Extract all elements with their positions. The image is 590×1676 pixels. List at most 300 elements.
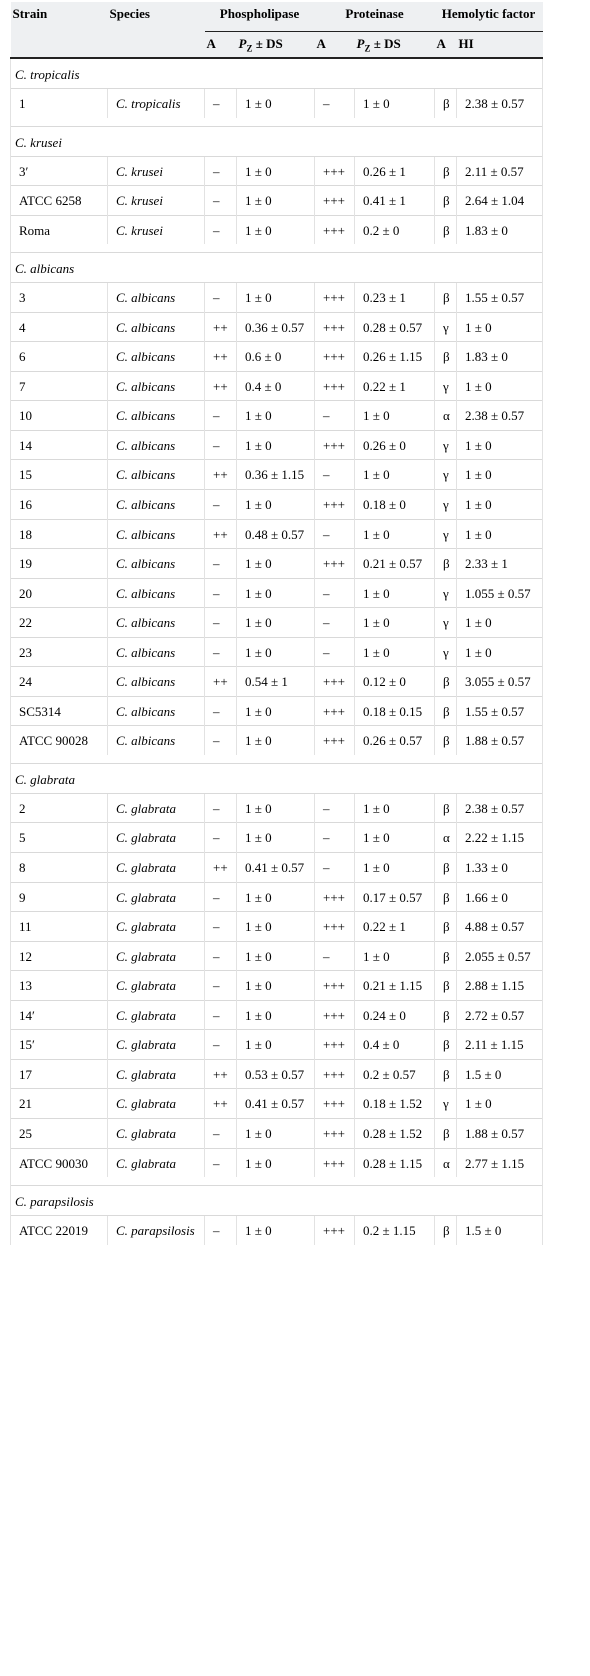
hemolytic-index-cell: 2.11 ± 1.15 (457, 1030, 543, 1060)
header-hemolytic-a: A (435, 32, 457, 59)
hemolytic-index-cell: 1 ± 0 (457, 430, 543, 460)
table-row (11, 89, 543, 118)
table-row (11, 726, 543, 755)
hemolysis-type-cell: β (435, 1030, 457, 1060)
table-row (11, 1089, 543, 1119)
proteinase-pz-cell: 0.2 ± 1.15 (355, 1216, 435, 1245)
proteinase-activity-cell: +++ (315, 971, 355, 1001)
hemolytic-index-cell: 1 ± 0 (457, 312, 543, 342)
table-row (11, 1059, 543, 1089)
hemolytic-index-cell: 1.55 ± 0.57 (457, 283, 543, 313)
section-title: C. parapsilosis (11, 1186, 543, 1216)
table-row (11, 637, 543, 667)
proteinase-activity-cell: +++ (315, 283, 355, 313)
proteinase-pz-cell: 1 ± 0 (355, 941, 435, 971)
phospholipase-activity-cell: – (205, 215, 237, 244)
phospholipase-activity-cell: ++ (205, 519, 237, 549)
phospholipase-pz-cell: 1 ± 0 (237, 215, 315, 244)
species-cell: C. albicans (108, 637, 205, 667)
hemolysis-type-cell: γ (435, 578, 457, 608)
header-strain: Strain (11, 2, 108, 32)
phospholipase-activity-cell: ++ (205, 853, 237, 883)
proteinase-pz-cell: 0.22 ± 1 (355, 371, 435, 401)
hemolysis-type-cell: β (435, 1059, 457, 1089)
phospholipase-pz-cell: 1 ± 0 (237, 1030, 315, 1060)
table-row (11, 823, 543, 853)
header-proteinase-a: A (315, 32, 355, 59)
hemolytic-index-cell: 1.83 ± 0 (457, 342, 543, 372)
table-row (11, 971, 543, 1001)
spacer-cell (11, 755, 543, 764)
phospholipase-pz-cell: 1 ± 0 (237, 1216, 315, 1245)
hemolytic-index-cell: 1.055 ± 0.57 (457, 578, 543, 608)
species-cell: C. glabrata (108, 941, 205, 971)
proteinase-activity-cell: +++ (315, 186, 355, 216)
table-row (11, 1216, 543, 1245)
proteinase-activity-cell: – (315, 823, 355, 853)
phospholipase-pz-cell: 0.54 ± 1 (237, 667, 315, 697)
strain-cell: 15 (11, 460, 108, 490)
phospholipase-pz-cell: 1 ± 0 (237, 941, 315, 971)
section-title: C. glabrata (11, 763, 543, 793)
phospholipase-activity-cell: – (205, 793, 237, 823)
hemolysis-type-cell: β (435, 1000, 457, 1030)
hemolysis-type-cell: γ (435, 1089, 457, 1119)
proteinase-pz-cell: 0.2 ± 0 (355, 215, 435, 244)
table-body (11, 58, 543, 1245)
proteinase-activity-cell: +++ (315, 882, 355, 912)
phospholipase-activity-cell: – (205, 1216, 237, 1245)
hemolysis-type-cell: β (435, 215, 457, 244)
virulence-factors-table (10, 2, 543, 1245)
hemolysis-type-cell: β (435, 971, 457, 1001)
proteinase-activity-cell: – (315, 519, 355, 549)
proteinase-activity-cell: +++ (315, 912, 355, 942)
strain-cell: 19 (11, 549, 108, 579)
hemolytic-index-cell: 1.83 ± 0 (457, 215, 543, 244)
table-row (11, 1148, 543, 1177)
strain-cell: 5 (11, 823, 108, 853)
species-cell: C. krusei (108, 215, 205, 244)
species-section-header (11, 1186, 543, 1216)
hemolytic-index-cell: 2.77 ± 1.15 (457, 1148, 543, 1177)
species-section-header (11, 763, 543, 793)
hemolysis-type-cell: β (435, 726, 457, 755)
strain-cell: ATCC 90028 (11, 726, 108, 755)
hemolytic-index-cell: 1.88 ± 0.57 (457, 1118, 543, 1148)
strain-cell: 6 (11, 342, 108, 372)
strain-cell: 16 (11, 490, 108, 520)
hemolysis-type-cell: γ (435, 490, 457, 520)
phospholipase-pz-cell: 1 ± 0 (237, 637, 315, 667)
phospholipase-activity-cell: – (205, 578, 237, 608)
hemolytic-index-cell: 2.38 ± 0.57 (457, 89, 543, 118)
strain-cell: 23 (11, 637, 108, 667)
phospholipase-pz-cell: 1 ± 0 (237, 156, 315, 186)
phospholipase-pz-cell: 1 ± 0 (237, 401, 315, 431)
phospholipase-pz-cell: 1 ± 0 (237, 823, 315, 853)
proteinase-pz-cell: 1 ± 0 (355, 853, 435, 883)
proteinase-pz-cell: 0.17 ± 0.57 (355, 882, 435, 912)
hemolysis-type-cell: γ (435, 460, 457, 490)
species-cell: C. krusei (108, 186, 205, 216)
species-cell: C. glabrata (108, 1089, 205, 1119)
phospholipase-activity-cell: – (205, 549, 237, 579)
proteinase-activity-cell: +++ (315, 726, 355, 755)
phospholipase-activity-cell: ++ (205, 460, 237, 490)
hemolysis-type-cell: β (435, 186, 457, 216)
phospholipase-activity-cell: – (205, 941, 237, 971)
proteinase-activity-cell: +++ (315, 371, 355, 401)
table-row (11, 1000, 543, 1030)
strain-cell: 10 (11, 401, 108, 431)
hemolysis-type-cell: β (435, 793, 457, 823)
phospholipase-activity-cell: – (205, 490, 237, 520)
phospholipase-pz-cell: 1 ± 0 (237, 89, 315, 118)
section-spacer (11, 244, 543, 253)
proteinase-pz-cell: 0.41 ± 1 (355, 186, 435, 216)
species-cell: C. albicans (108, 312, 205, 342)
hemolytic-index-cell: 1 ± 0 (457, 490, 543, 520)
proteinase-pz-cell: 1 ± 0 (355, 823, 435, 853)
strain-cell: 3′ (11, 156, 108, 186)
hemolysis-type-cell: β (435, 882, 457, 912)
table-row (11, 371, 543, 401)
phospholipase-activity-cell: – (205, 823, 237, 853)
hemolytic-index-cell: 2.11 ± 0.57 (457, 156, 543, 186)
strain-cell: 14′ (11, 1000, 108, 1030)
table-row (11, 1030, 543, 1060)
hemolytic-index-cell: 1 ± 0 (457, 460, 543, 490)
strain-cell: 21 (11, 1089, 108, 1119)
proteinase-pz-cell: 1 ± 0 (355, 519, 435, 549)
proteinase-activity-cell: +++ (315, 1148, 355, 1177)
table-row (11, 283, 543, 313)
section-spacer (11, 118, 543, 127)
hemolytic-index-cell: 1.66 ± 0 (457, 882, 543, 912)
phospholipase-activity-cell: – (205, 726, 237, 755)
hemolytic-index-cell: 1.55 ± 0.57 (457, 696, 543, 726)
phospholipase-pz-cell: 0.41 ± 0.57 (237, 853, 315, 883)
proteinase-pz-cell: 0.2 ± 0.57 (355, 1059, 435, 1089)
phospholipase-activity-cell: – (205, 430, 237, 460)
header-phospholipase-pz: $P_Z$ ± DS (237, 32, 315, 59)
proteinase-pz-cell: 0.26 ± 1 (355, 156, 435, 186)
proteinase-pz-cell: 0.26 ± 0 (355, 430, 435, 460)
proteinase-activity-cell: +++ (315, 156, 355, 186)
proteinase-activity-cell: +++ (315, 215, 355, 244)
header-species: Species (108, 2, 205, 32)
phospholipase-activity-cell: ++ (205, 667, 237, 697)
phospholipase-pz-cell: 1 ± 0 (237, 912, 315, 942)
strain-cell: 13 (11, 971, 108, 1001)
proteinase-activity-cell: +++ (315, 430, 355, 460)
hemolytic-index-cell: 4.88 ± 0.57 (457, 912, 543, 942)
proteinase-pz-cell: 0.21 ± 1.15 (355, 971, 435, 1001)
strain-cell: 7 (11, 371, 108, 401)
phospholipase-activity-cell: – (205, 1148, 237, 1177)
phospholipase-activity-cell: – (205, 696, 237, 726)
proteinase-activity-cell: +++ (315, 1059, 355, 1089)
species-cell: C. albicans (108, 460, 205, 490)
phospholipase-pz-cell: 0.4 ± 0 (237, 371, 315, 401)
phospholipase-pz-cell: 0.36 ± 1.15 (237, 460, 315, 490)
table-row (11, 941, 543, 971)
phospholipase-pz-cell: 1 ± 0 (237, 793, 315, 823)
phospholipase-pz-cell: 1 ± 0 (237, 1000, 315, 1030)
species-cell: C. glabrata (108, 912, 205, 942)
hemolytic-index-cell: 1.88 ± 0.57 (457, 726, 543, 755)
species-cell: C. glabrata (108, 793, 205, 823)
phospholipase-activity-cell: – (205, 89, 237, 118)
phospholipase-activity-cell: – (205, 1000, 237, 1030)
phospholipase-pz-cell: 1 ± 0 (237, 549, 315, 579)
header-blank (11, 32, 108, 59)
hemolysis-type-cell: β (435, 853, 457, 883)
species-cell: C. parapsilosis (108, 1216, 205, 1245)
table-row (11, 1118, 543, 1148)
species-cell: C. albicans (108, 430, 205, 460)
table-row (11, 490, 543, 520)
species-cell: C. glabrata (108, 882, 205, 912)
hemolytic-index-cell: 1.5 ± 0 (457, 1216, 543, 1245)
header-blank (108, 32, 205, 59)
strain-cell: 2 (11, 793, 108, 823)
species-cell: C. albicans (108, 371, 205, 401)
proteinase-pz-cell: 0.18 ± 0.15 (355, 696, 435, 726)
proteinase-activity-cell: +++ (315, 1030, 355, 1060)
phospholipase-pz-cell: 1 ± 0 (237, 283, 315, 313)
table-row (11, 519, 543, 549)
phospholipase-pz-cell: 1 ± 0 (237, 430, 315, 460)
hemolysis-type-cell: γ (435, 608, 457, 638)
hemolysis-type-cell: β (435, 89, 457, 118)
hemolytic-index-cell: 1.33 ± 0 (457, 853, 543, 883)
phospholipase-pz-cell: 0.48 ± 0.57 (237, 519, 315, 549)
proteinase-pz-cell: 0.26 ± 1.15 (355, 342, 435, 372)
species-cell: C. albicans (108, 578, 205, 608)
strain-cell: 8 (11, 853, 108, 883)
hemolytic-index-cell: 2.33 ± 1 (457, 549, 543, 579)
proteinase-pz-cell: 1 ± 0 (355, 637, 435, 667)
phospholipase-pz-cell: 0.6 ± 0 (237, 342, 315, 372)
phospholipase-pz-cell: 1 ± 0 (237, 608, 315, 638)
phospholipase-activity-cell: – (205, 1118, 237, 1148)
phospholipase-activity-cell: – (205, 186, 237, 216)
species-cell: C. glabrata (108, 1030, 205, 1060)
species-section-header (11, 58, 543, 89)
strain-cell: 17 (11, 1059, 108, 1089)
phospholipase-pz-cell: 1 ± 0 (237, 1148, 315, 1177)
species-cell: C. tropicalis (108, 89, 205, 118)
proteinase-activity-cell: – (315, 401, 355, 431)
species-cell: C. glabrata (108, 1059, 205, 1089)
hemolytic-index-cell: 1.5 ± 0 (457, 1059, 543, 1089)
proteinase-activity-cell: – (315, 637, 355, 667)
phospholipase-pz-cell: 1 ± 0 (237, 1118, 315, 1148)
table-row (11, 882, 543, 912)
proteinase-pz-cell: 0.23 ± 1 (355, 283, 435, 313)
species-cell: C. albicans (108, 283, 205, 313)
proteinase-pz-cell: 0.28 ± 1.52 (355, 1118, 435, 1148)
hemolytic-index-cell: 2.22 ± 1.15 (457, 823, 543, 853)
table-row (11, 312, 543, 342)
phospholipase-pz-cell: 0.36 ± 0.57 (237, 312, 315, 342)
hemolytic-index-cell: 2.055 ± 0.57 (457, 941, 543, 971)
hemolysis-type-cell: β (435, 1118, 457, 1148)
proteinase-activity-cell: – (315, 89, 355, 118)
phospholipase-activity-cell: – (205, 156, 237, 186)
proteinase-activity-cell: – (315, 941, 355, 971)
phospholipase-activity-cell: – (205, 608, 237, 638)
hemolysis-type-cell: γ (435, 430, 457, 460)
hemolytic-index-cell: 2.64 ± 1.04 (457, 186, 543, 216)
table-row (11, 430, 543, 460)
proteinase-pz-cell: 1 ± 0 (355, 793, 435, 823)
strain-cell: ATCC 90030 (11, 1148, 108, 1177)
table-row (11, 186, 543, 216)
hemolysis-type-cell: β (435, 912, 457, 942)
proteinase-activity-cell: +++ (315, 696, 355, 726)
hemolysis-type-cell: γ (435, 519, 457, 549)
proteinase-pz-cell: 1 ± 0 (355, 608, 435, 638)
phospholipase-pz-cell: 1 ± 0 (237, 971, 315, 1001)
spacer-cell (11, 1177, 543, 1186)
species-cell: C. albicans (108, 401, 205, 431)
phospholipase-activity-cell: ++ (205, 312, 237, 342)
species-section-header (11, 253, 543, 283)
strain-cell: 15′ (11, 1030, 108, 1060)
proteinase-pz-cell: 0.12 ± 0 (355, 667, 435, 697)
proteinase-activity-cell: +++ (315, 549, 355, 579)
proteinase-activity-cell: +++ (315, 342, 355, 372)
strain-cell: ATCC 6258 (11, 186, 108, 216)
species-cell: C. albicans (108, 667, 205, 697)
proteinase-activity-cell: +++ (315, 1000, 355, 1030)
phospholipase-activity-cell: – (205, 882, 237, 912)
hemolysis-type-cell: β (435, 283, 457, 313)
strain-cell: 25 (11, 1118, 108, 1148)
header-hi: HI (457, 32, 543, 59)
species-cell: C. glabrata (108, 1148, 205, 1177)
hemolysis-type-cell: γ (435, 312, 457, 342)
hemolytic-index-cell: 1 ± 0 (457, 371, 543, 401)
phospholipase-pz-cell: 1 ± 0 (237, 186, 315, 216)
hemolysis-type-cell: α (435, 823, 457, 853)
phospholipase-pz-cell: 1 ± 0 (237, 490, 315, 520)
table-row (11, 578, 543, 608)
hemolytic-index-cell: 3.055 ± 0.57 (457, 667, 543, 697)
proteinase-activity-cell: – (315, 793, 355, 823)
species-section-header (11, 126, 543, 156)
proteinase-pz-cell: 0.26 ± 0.57 (355, 726, 435, 755)
proteinase-pz-cell: 0.18 ± 1.52 (355, 1089, 435, 1119)
hemolysis-type-cell: β (435, 941, 457, 971)
hemolytic-index-cell: 2.38 ± 0.57 (457, 401, 543, 431)
proteinase-activity-cell: +++ (315, 490, 355, 520)
strain-cell: Roma (11, 215, 108, 244)
phospholipase-activity-cell: – (205, 637, 237, 667)
table-row (11, 696, 543, 726)
section-spacer (11, 1177, 543, 1186)
species-cell: C. albicans (108, 519, 205, 549)
species-cell: C. albicans (108, 549, 205, 579)
table-row (11, 215, 543, 244)
header-phospholipase-a: A (205, 32, 237, 59)
phospholipase-activity-cell: – (205, 1030, 237, 1060)
strain-cell: 20 (11, 578, 108, 608)
hemolytic-index-cell: 1 ± 0 (457, 1089, 543, 1119)
hemolysis-type-cell: β (435, 342, 457, 372)
strain-cell: 3 (11, 283, 108, 313)
phospholipase-pz-cell: 1 ± 0 (237, 882, 315, 912)
table-row (11, 793, 543, 823)
strain-cell: 22 (11, 608, 108, 638)
section-title: C. tropicalis (11, 58, 543, 89)
hemolytic-index-cell: 1 ± 0 (457, 519, 543, 549)
phospholipase-activity-cell: – (205, 971, 237, 1001)
table-row (11, 401, 543, 431)
phospholipase-pz-cell: 0.41 ± 0.57 (237, 1089, 315, 1119)
proteinase-pz-cell: 0.4 ± 0 (355, 1030, 435, 1060)
species-cell: C. glabrata (108, 1000, 205, 1030)
proteinase-pz-cell: 0.28 ± 0.57 (355, 312, 435, 342)
species-cell: C. albicans (108, 726, 205, 755)
phospholipase-activity-cell: ++ (205, 1089, 237, 1119)
phospholipase-pz-cell: 1 ± 0 (237, 726, 315, 755)
phospholipase-pz-cell: 1 ± 0 (237, 578, 315, 608)
phospholipase-activity-cell: – (205, 401, 237, 431)
strain-cell: 14 (11, 430, 108, 460)
phospholipase-activity-cell: – (205, 912, 237, 942)
hemolysis-type-cell: γ (435, 637, 457, 667)
species-cell: C. glabrata (108, 1118, 205, 1148)
proteinase-activity-cell: +++ (315, 667, 355, 697)
proteinase-pz-cell: 0.22 ± 1 (355, 912, 435, 942)
proteinase-pz-cell: 0.28 ± 1.15 (355, 1148, 435, 1177)
strain-cell: 1 (11, 89, 108, 118)
species-cell: C. glabrata (108, 823, 205, 853)
proteinase-activity-cell: +++ (315, 312, 355, 342)
proteinase-activity-cell: +++ (315, 1216, 355, 1245)
hemolytic-index-cell: 2.72 ± 0.57 (457, 1000, 543, 1030)
proteinase-pz-cell: 1 ± 0 (355, 460, 435, 490)
table-row (11, 460, 543, 490)
strain-cell: 12 (11, 941, 108, 971)
header-phospholipase: Phospholipase (205, 2, 315, 32)
proteinase-pz-cell: 0.21 ± 0.57 (355, 549, 435, 579)
species-cell: C. albicans (108, 696, 205, 726)
hemolysis-type-cell: β (435, 156, 457, 186)
hemolytic-index-cell: 1 ± 0 (457, 608, 543, 638)
header-hemolytic-factor: Hemolytic factor (435, 2, 543, 32)
header-proteinase-pz: $P_Z$ ± DS (355, 32, 435, 59)
hemolysis-type-cell: α (435, 401, 457, 431)
species-cell: C. krusei (108, 156, 205, 186)
hemolysis-type-cell: β (435, 1216, 457, 1245)
phospholipase-activity-cell: ++ (205, 1059, 237, 1089)
section-title: C. albicans (11, 253, 543, 283)
strain-cell: SC5314 (11, 696, 108, 726)
hemolysis-type-cell: α (435, 1148, 457, 1177)
hemolysis-type-cell: γ (435, 371, 457, 401)
proteinase-pz-cell: 1 ± 0 (355, 401, 435, 431)
strain-cell: 18 (11, 519, 108, 549)
species-cell: C. albicans (108, 490, 205, 520)
table-row (11, 853, 543, 883)
table-row (11, 549, 543, 579)
proteinase-pz-cell: 0.24 ± 0 (355, 1000, 435, 1030)
